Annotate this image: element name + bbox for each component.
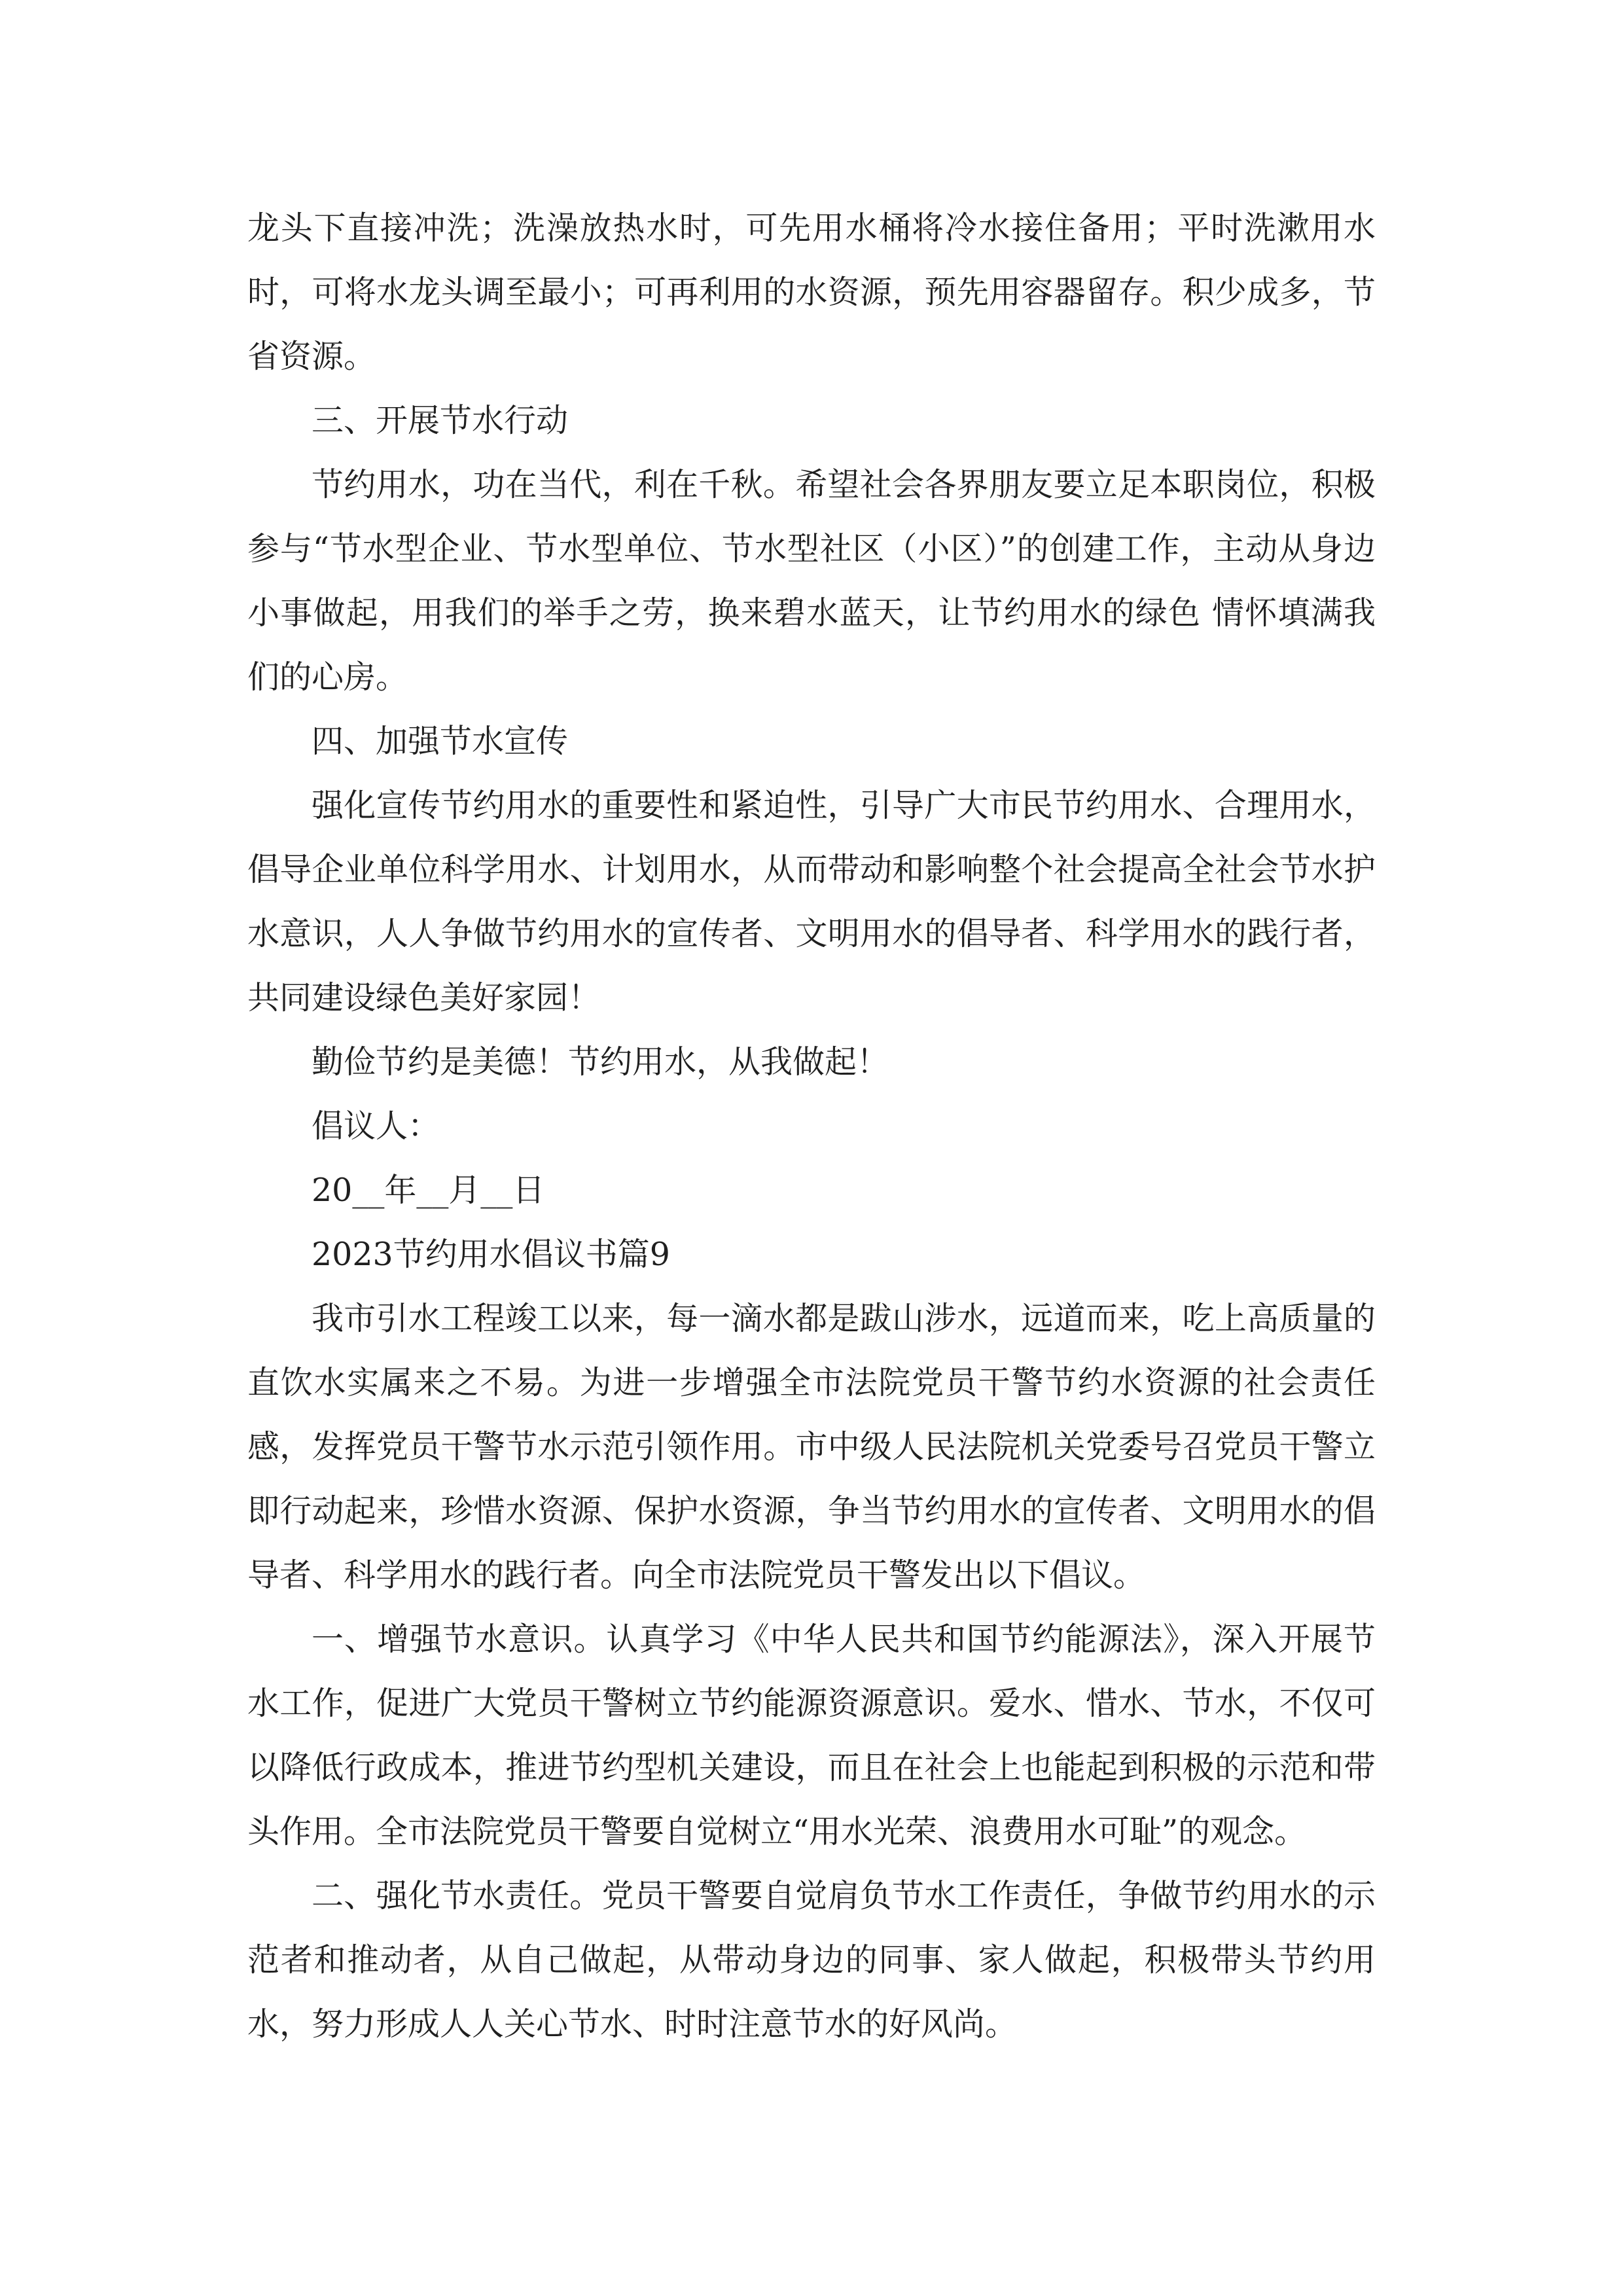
- section-heading-3: 三、开展节水行动: [312, 402, 569, 439]
- paragraph: 二、强化节水责任。党员干警要自觉肩负节水工作责任，争做节约用水的示范者和推动者，从自己做起，从带动身边的同事、家人做起，积极带头节约用水，努力形成人人关心节水、时时注意节水的好风尚。: [247, 1877, 1376, 2043]
- article-title: 2023节约用水倡议书篇9: [312, 1236, 670, 1273]
- slogan: 勤俭节约是美德！节约用水，从我做起！: [312, 1043, 889, 1081]
- document-body: [247, 196, 1376, 2056]
- signature-label: 倡议人：: [312, 1107, 440, 1145]
- paragraph: 强化宣传节约用水的重要性和紧迫性，引导广大市民节约用水、合理用水，倡导企业单位科学用水、计划用水，从而带动和影响整个社会提高全社会节水护水意识，人人争做节约用水的宣传者、文明用水的倡导者、科学用水的践行者，共同建设绿色美好家园！: [247, 787, 1376, 1016]
- paragraph: 我市引水工程竣工以来，每一滴水都是跋山涉水，远道而来，吃上高质量的直饮水实属来之不易。为进一步增强全市法院党员干警节约水资源的社会责任感，发挥党员干警节水示范引领作用。市中级人民法院机关党委号召党员干警立即行动起来，珍惜水资源、保护水资源，争当节约用水的宣传者、文明用水的倡导者、科学用水的践行者。向全市法院党员干警发出以下倡议。: [247, 1300, 1376, 1594]
- date-line: 20__年__月__日: [312, 1172, 545, 1209]
- section-heading-4: 四、加强节水宣传: [312, 723, 569, 760]
- paragraph-continuation: 龙头下直接冲洗；洗澡放热水时，可先用水桶将冷水接住备用；平时洗漱用水时，可将水龙头调至最小；可再利用的水资源，预先用容器留存。积少成多，节省资源。: [247, 209, 1376, 375]
- paragraph: 节约用水，功在当代，利在千秋。希望社会各界朋友要立足本职岗位，积极参与“节水型企业、节水型单位、节水型社区（小区）”的创建工作，主动从身边小事做起，用我们的举手之劳，换来碧水蓝天，让节约用水的绿色 情怀填满我们的心房。: [247, 466, 1376, 696]
- paragraph: 一、增强节水意识。认真学习《中华人民共和国节约能源法》，深入开展节水工作，促进广大党员干警树立节约能源资源意识。爱水、惜水、节水，不仅可以降低行政成本，推进节约型机关建设，而且在社会上也能起到积极的示范和带头作用。全市法院党员干警要自觉树立“用水光荣、浪费用水可耻”的观念。: [247, 1621, 1376, 1850]
